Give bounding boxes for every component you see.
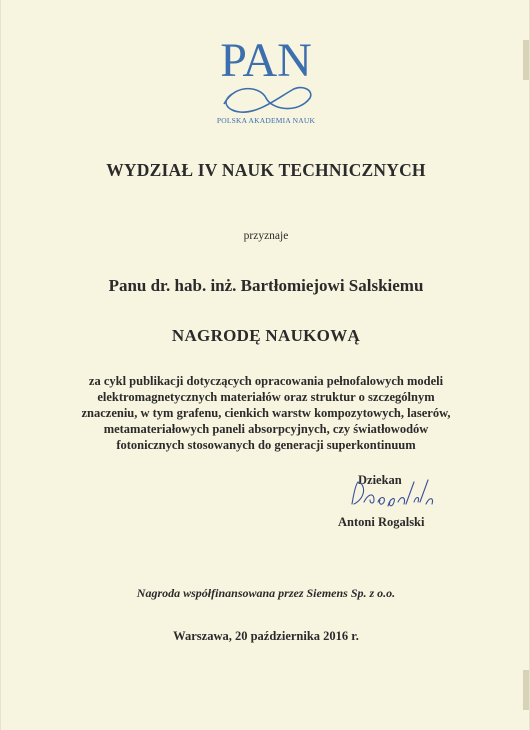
awards-text: przyznaje (243, 230, 289, 242)
recipient-name: Panu dr. hab. inż. Bartłomiejowi Salskiemu (108, 276, 424, 295)
logo-subtitle: POLSKA AKADEMIA NAUK (216, 116, 316, 125)
award-description (41, 373, 491, 453)
dean-name: Antoni Rogalski (338, 515, 425, 529)
description-line: fotonicznych stosowanych do generacji superkontinuum (116, 438, 416, 452)
pan-logo (1, 32, 530, 132)
description-line: za cykl publikacji dotyczących opracowania pełnofalowych modeli (88, 374, 444, 388)
sponsor-note: Nagroda współfinansowana przez Siemens Sp. z o.o. (136, 586, 396, 600)
logo-acronym: PAN (220, 34, 312, 87)
prize-title: NAGRODĘ NAUKOWĄ (171, 326, 361, 345)
description-line: znaczeniu, w tym grafenu, cienkich warstw kompozytowych, laserów, (81, 406, 451, 420)
description-line: elektromagnetycznych materiałów oraz struktur o szczególnym (97, 390, 435, 404)
pan-emblem (206, 32, 326, 117)
edge-mark (523, 40, 529, 80)
description-line: metamateriałowych paneli absorpcyjnych, czy światłowodów (103, 422, 429, 436)
dean-title: Dziekan (358, 473, 402, 487)
faculty-heading: WYDZIAŁ IV NAUK TECHNICZNYCH (106, 160, 426, 180)
dean-signature (344, 476, 439, 510)
edge-mark (523, 670, 529, 710)
place-date: Warszawa, 20 października 2016 r. (173, 629, 359, 643)
logo-swirl (224, 88, 311, 113)
